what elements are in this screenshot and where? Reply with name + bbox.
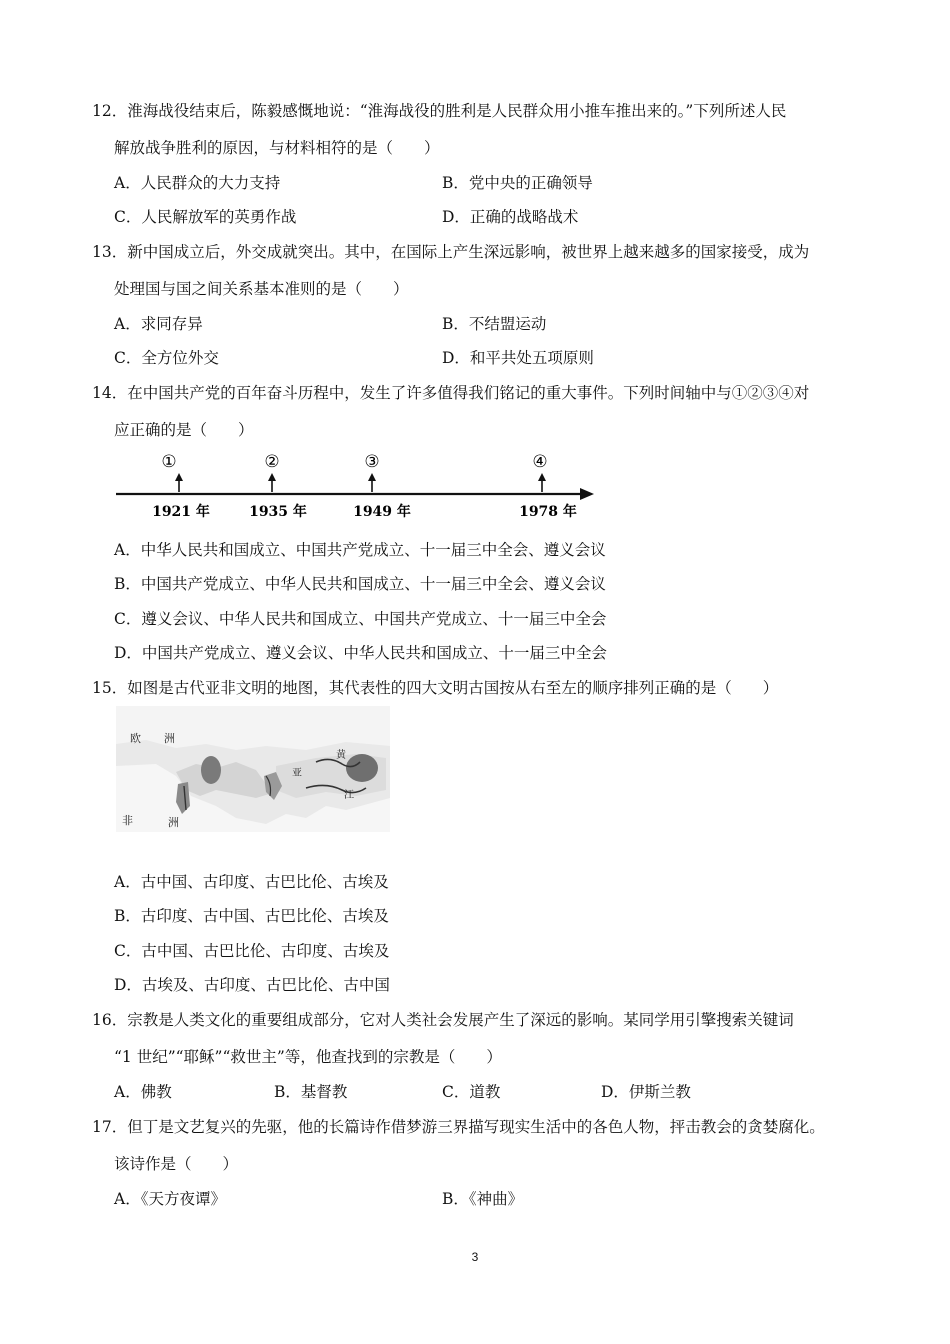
timeline-circle-1: ①	[161, 452, 177, 472]
q13-option-a[interactable]: A．求同存异	[114, 315, 203, 333]
q12-option-c[interactable]: C．人民解放军的英勇作战	[114, 208, 297, 226]
q14-option-d[interactable]: D．中国共产党成立、遵义会议、中华人民共和国成立、十一届三中全会	[114, 644, 607, 662]
q12-stem-line1: 12．淮海战役结束后，陈毅感慨地说：“淮海战役的胜利是人民群众用小推车推出来的。”下列所述人民	[92, 102, 787, 120]
q13-option-d[interactable]: D．和平共处五项原则	[442, 349, 594, 367]
q14-stem-line2: 应正确的是（ ）	[114, 421, 254, 439]
timeline-arrowhead	[580, 488, 594, 500]
q15-stem-line1: 15．如图是古代亚非文明的地图，其代表性的四大文明古国按从右至左的顺序排列正确的是（ ）	[92, 679, 779, 697]
timeline-year-2: 1935 年	[249, 504, 307, 520]
ancient-civilizations-map	[116, 706, 390, 832]
q13-stem-line2: 处理国与国之间关系基本准则的是（ ）	[114, 280, 409, 298]
timeline-year-3: 1949 年	[353, 504, 411, 520]
q14-option-a[interactable]: A．中华人民共和国成立、中国共产党成立、十一届三中全会、遵义会议	[114, 541, 606, 559]
q17-stem-line1: 17．但丁是文艺复兴的先驱，他的长篇诗作借梦游三界描写现实生活中的各色人物，抨击教会的贪婪腐化。	[92, 1118, 825, 1136]
map-label-africa-1: 非	[122, 814, 133, 827]
timeline-marker-2	[249, 452, 307, 520]
timeline-marker-4	[519, 452, 577, 520]
q13-stem-line1: 13．新中国成立后，外交成就突出。其中，在国际上产生深远影响，被世界上越来越多的国家接受，成为	[92, 243, 810, 261]
q12-stem-line2: 解放战争胜利的原因，与材料相符的是（ ）	[114, 139, 440, 157]
q16-stem-line1: 16．宗教是人类文化的重要组成部分，它对人类社会发展产生了深远的影响。某同学用引擎搜索关键词	[92, 1011, 794, 1029]
q17-option-a[interactable]: A．《天方夜谭》	[114, 1190, 226, 1208]
q16-option-b[interactable]: B．基督教	[274, 1083, 348, 1101]
timeline-figure	[112, 448, 602, 526]
map-label-africa-2: 洲	[168, 816, 179, 829]
q15-option-c[interactable]: C．古中国、古巴比伦、古印度、古埃及	[114, 942, 390, 960]
q13-option-b[interactable]: B．不结盟运动	[442, 315, 547, 333]
q16-stem-line2: “1 世纪”“耶稣”“救世主”等，他查找到的宗教是（ ）	[114, 1048, 502, 1066]
timeline-marker-3	[353, 452, 411, 520]
timeline-marker-1	[152, 452, 210, 520]
timeline-circle-3: ③	[364, 452, 380, 472]
q15-option-a[interactable]: A．古中国、古印度、古巴比伦、古埃及	[114, 873, 389, 891]
map-label-europe-1: 欧	[130, 732, 141, 745]
map-label-yellow: 黄	[336, 750, 346, 761]
q12-option-d[interactable]: D．正确的战略战术	[442, 208, 579, 226]
q15-option-b[interactable]: B．古印度、古中国、古巴比伦、古埃及	[114, 907, 389, 925]
timeline-circle-4: ④	[532, 452, 548, 472]
q17-stem-line2: 该诗作是（ ）	[114, 1155, 239, 1173]
q16-option-a[interactable]: A．佛教	[114, 1083, 172, 1101]
q16-option-d[interactable]: D．伊斯兰教	[601, 1083, 691, 1101]
map-label-europe-2: 洲	[164, 732, 175, 745]
map-label-ya: 亚	[292, 768, 302, 779]
q16-option-c[interactable]: C．道教	[442, 1083, 501, 1101]
q17-option-b[interactable]: B．《神曲》	[442, 1190, 524, 1208]
q12-option-a[interactable]: A．人民群众的大力支持	[114, 174, 281, 192]
map-region-china	[346, 754, 378, 782]
q12-option-b[interactable]: B．党中央的正确领导	[442, 174, 593, 192]
q15-option-d[interactable]: D．古埃及、古印度、古巴比伦、古中国	[114, 976, 390, 994]
q14-option-b[interactable]: B．中国共产党成立、中华人民共和国成立、十一届三中全会、遵义会议	[114, 575, 606, 593]
timeline-circle-2: ②	[264, 452, 280, 472]
map-label-yangtze: 江	[344, 790, 354, 801]
timeline-year-4: 1978 年	[519, 504, 577, 520]
map-region-babylon	[201, 756, 221, 784]
page-number: 3	[471, 1250, 479, 1264]
timeline-year-1: 1921 年	[152, 504, 210, 520]
q13-option-c[interactable]: C．全方位外交	[114, 349, 219, 367]
q14-stem-line1: 14．在中国共产党的百年奋斗历程中，发生了许多值得我们铭记的重大事件。下列时间轴中与①②③④对	[92, 384, 810, 402]
q14-option-c[interactable]: C．遵义会议、中华人民共和国成立、中国共产党成立、十一届三中全会	[114, 610, 607, 628]
